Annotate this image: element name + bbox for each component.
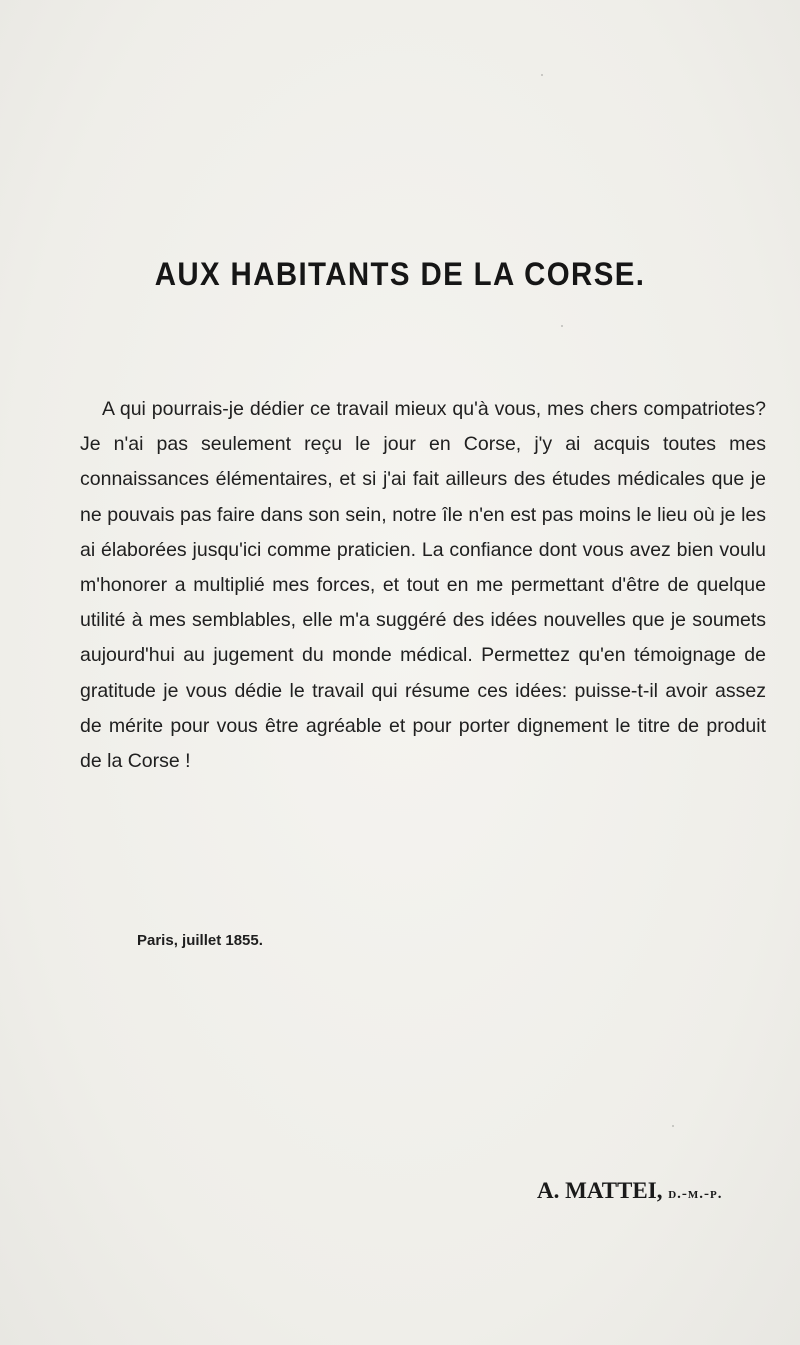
signature-separator: , bbox=[656, 1178, 663, 1203]
dedication-paragraph: A qui pourrais-je dédier ce travail mieux qu'à vous, mes chers compatriotes? Je n'ai pas seulement reçu le jour en Corse, j'y ai acquis toutes mes connaissances élémentaires, et si j'ai fait ailleurs des études médicales que je ne pouvais pas faire dans son sein, notre île n'en est pas moins le lieu où je les ai élaborées jusqu'ici comme praticien. La confiance dont vous avez bien voulu m'honorer a multiplié mes forces, et tout en me permettant d'être de quelque utilité à mes semblables, elle m'a suggéré des idées nouvelles que je soumets aujourd'hui au jugement du monde médical. Permettez qu'en témoignage de gratitude je vous dédie le travail qui résume ces idées: puisse-t-il avoir assez de mérite pour vous être agréable et pour porter dignement le titre de produit de la Corse ! bbox=[80, 398, 766, 773]
paper-speck bbox=[541, 74, 543, 76]
paper-speck bbox=[561, 325, 563, 327]
signature-name: A. MATTEI bbox=[537, 1178, 657, 1203]
dedication-title: AUX HABITANTS DE LA CORSE. bbox=[154, 256, 646, 292]
paper-speck bbox=[672, 1125, 674, 1127]
place-and-date: Paris, juillet 1855. bbox=[137, 932, 263, 949]
signature-title-suffix: d.-m.-p. bbox=[668, 1186, 723, 1202]
signature bbox=[537, 1178, 723, 1204]
